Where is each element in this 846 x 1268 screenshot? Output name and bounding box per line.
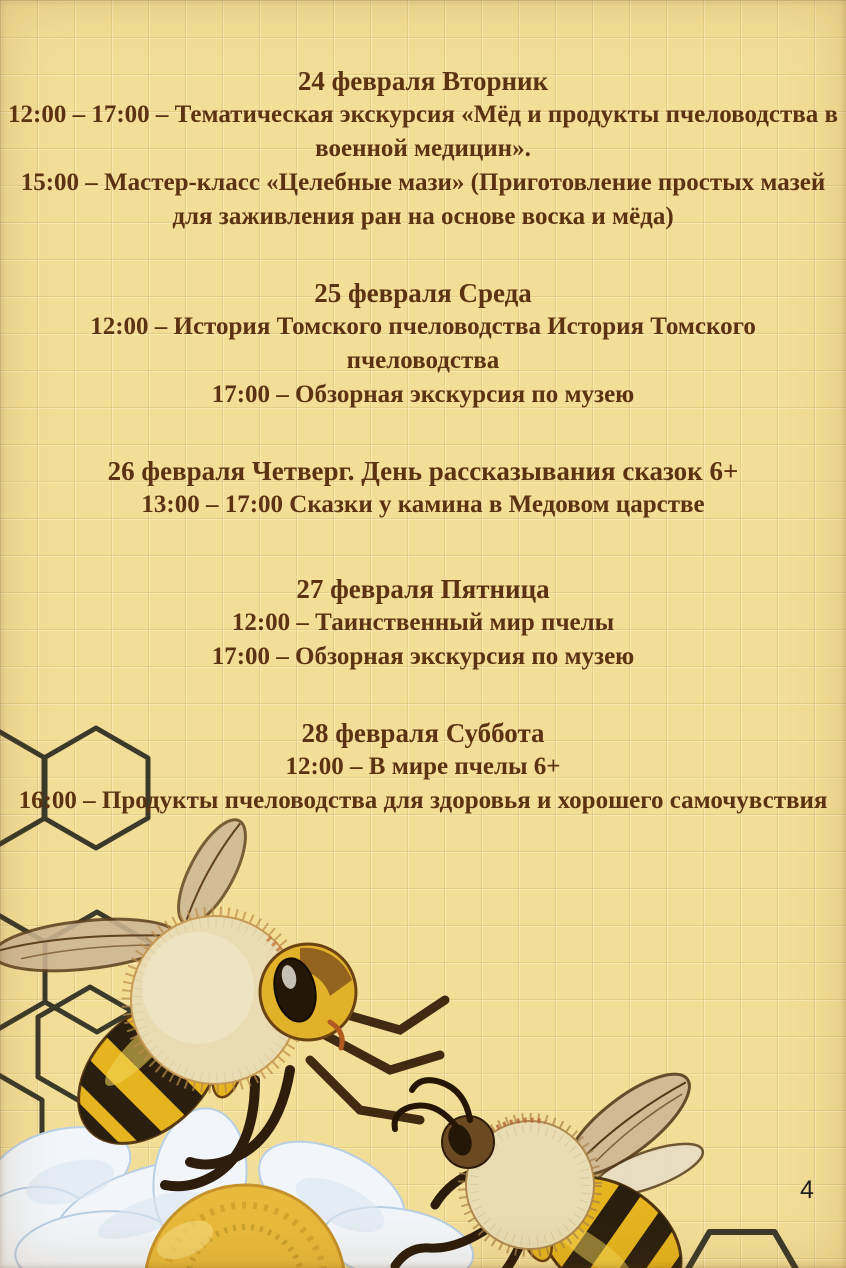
event-line: 12:00 – В мире пчелы 6+ — [285, 753, 561, 780]
day-title: 24 февраля Вторник — [297, 66, 549, 96]
event-line: 12:00 – Таинственный мир пчелы — [231, 609, 615, 636]
event-line: 17:00 – Обзорная экскурсия по музею — [211, 643, 635, 670]
event-line: 12:00 – 17:00 – Тематическая экскурсия «Мёд и продукты пчеловодства в военной медицин». — [8, 101, 838, 162]
event-line: 15:00 – Мастер-класс «Целебные мази» (Приготовление простых мазей для заживления ран на основе воска и мёда) — [20, 169, 826, 230]
daisy-flower-illustration — [0, 1102, 479, 1268]
schedule-day — [0, 572, 846, 674]
event-line: 17:00 – Обзорная экскурсия по музею — [211, 381, 635, 408]
event-line: 12:00 – История Томского пчеловодства История Томского пчеловодства — [90, 313, 756, 374]
day-title: 27 февраля Пятница — [296, 574, 550, 604]
day-title: 25 февраля Среда — [314, 278, 532, 308]
schedule-day — [0, 716, 846, 818]
schedule-day — [0, 276, 846, 412]
page-number: 4 — [800, 1176, 814, 1204]
honeycomb-hexagon-bottom-right — [677, 1232, 807, 1268]
day-title: 28 февраля Суббота — [301, 718, 545, 748]
schedule-day — [0, 454, 846, 522]
event-line: 13:00 – 17:00 Сказки у камина в Медовом царстве — [141, 491, 705, 518]
event-line: 16:00 – Продукты пчеловодства для здоровья и хорошего самочувствия — [18, 787, 828, 814]
schedule-day — [0, 64, 846, 234]
day-title: 26 февраля Четверг. День рассказывания сказок 6+ — [107, 456, 739, 486]
